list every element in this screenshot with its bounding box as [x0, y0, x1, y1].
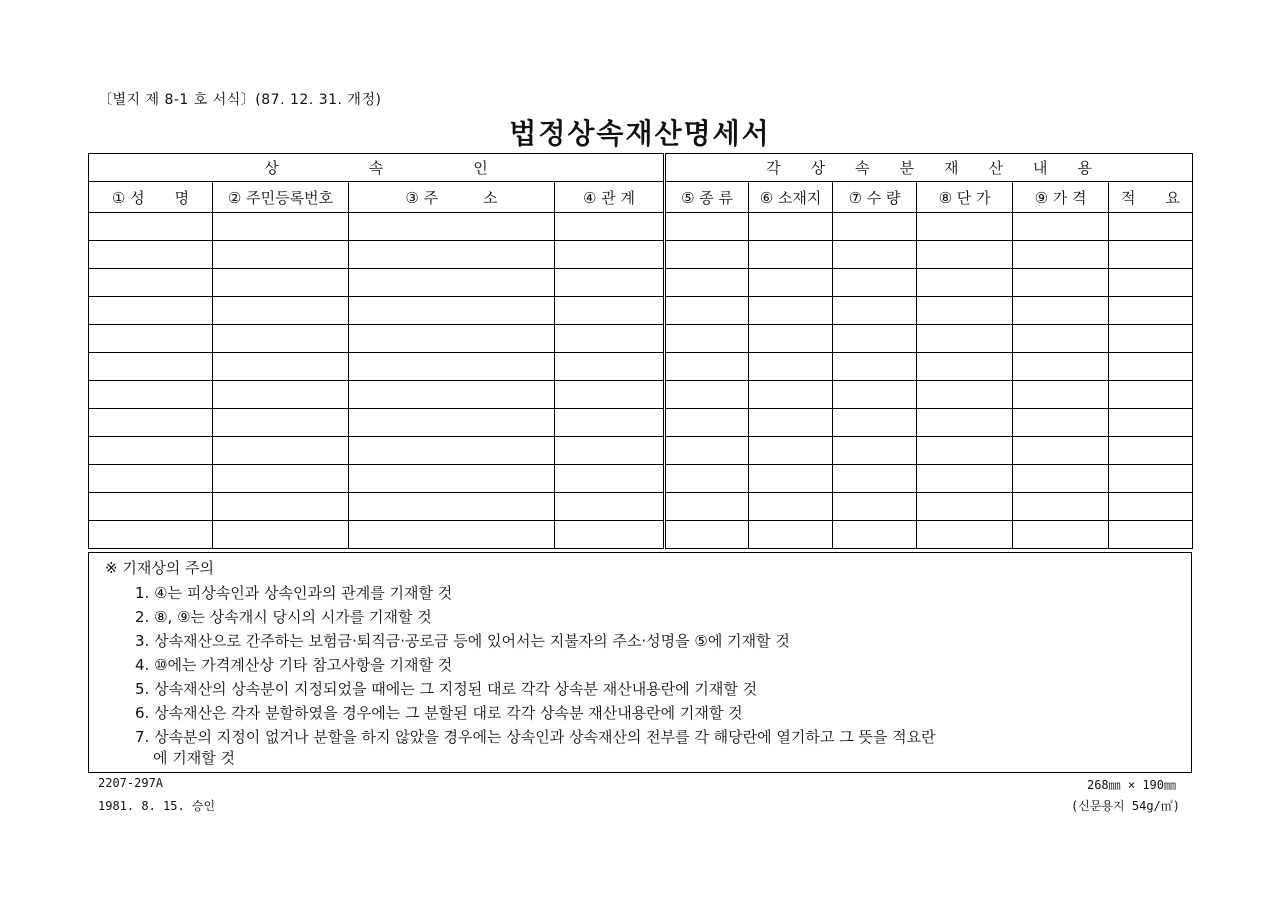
entry-cell[interactable] — [917, 269, 1013, 297]
table-row — [89, 213, 1193, 241]
entry-cell[interactable] — [749, 409, 833, 437]
estate-table — [88, 153, 1193, 549]
entry-cell[interactable] — [833, 353, 917, 381]
note-item: 3. 상속재산으로 간주하는 보험금·퇴직금·공로금 등에 있어서는 지불자의 주소·성명을 ⑤에 기재할 것 — [135, 632, 790, 650]
property-group-header: 각 상 속 분 재 산 내 용 — [665, 154, 1193, 182]
column-address: ③ 주 소 — [349, 182, 555, 213]
entry-cell[interactable] — [665, 325, 749, 353]
table-row — [89, 325, 1193, 353]
entry-cell[interactable] — [555, 381, 665, 409]
entry-cell[interactable] — [213, 493, 349, 521]
entry-cell[interactable] — [213, 325, 349, 353]
entry-cell[interactable] — [665, 409, 749, 437]
entry-cell[interactable] — [213, 381, 349, 409]
heirs-group-header: 상 속 인 — [89, 154, 665, 182]
entry-cell[interactable] — [89, 325, 213, 353]
entry-cell[interactable] — [665, 437, 749, 465]
entry-cell[interactable] — [1109, 521, 1193, 549]
entry-cell[interactable] — [555, 325, 665, 353]
entry-cell[interactable] — [89, 521, 213, 549]
entry-cell[interactable] — [555, 297, 665, 325]
entry-cell[interactable] — [555, 213, 665, 241]
column-remarks: 적 요 — [1109, 182, 1193, 213]
entry-cell[interactable] — [917, 465, 1013, 493]
entry-cell[interactable] — [349, 465, 555, 493]
entry-cell[interactable] — [555, 241, 665, 269]
entry-cell[interactable] — [1013, 241, 1109, 269]
entry-cell[interactable] — [749, 213, 833, 241]
table-row — [89, 297, 1193, 325]
column-quantity: ⑦ 수 량 — [833, 182, 917, 213]
column-type: ⑤ 종 류 — [665, 182, 749, 213]
entry-cell[interactable] — [555, 353, 665, 381]
column-name: ① 성 명 — [89, 182, 213, 213]
table-row — [89, 493, 1193, 521]
column-resident-number: ② 주민등록번호 — [213, 182, 349, 213]
entry-cell[interactable] — [1013, 521, 1109, 549]
entry-cell[interactable] — [213, 269, 349, 297]
entry-cell[interactable] — [833, 437, 917, 465]
entry-cell[interactable] — [665, 213, 749, 241]
entry-cell[interactable] — [917, 493, 1013, 521]
approval-date: 1981. 8. 15. 승인 — [98, 799, 216, 813]
entry-cell[interactable] — [213, 297, 349, 325]
entry-cell[interactable] — [917, 297, 1013, 325]
entry-cell[interactable] — [213, 353, 349, 381]
entry-cell[interactable] — [1013, 297, 1109, 325]
paper-type: (신문용지 54g/㎡) — [1071, 799, 1180, 813]
entry-cell[interactable] — [89, 353, 213, 381]
entry-cell[interactable] — [213, 437, 349, 465]
entry-cell[interactable] — [89, 269, 213, 297]
entry-cell[interactable] — [349, 409, 555, 437]
entry-cell[interactable] — [749, 493, 833, 521]
entry-cell[interactable] — [349, 521, 555, 549]
entry-cell[interactable] — [89, 465, 213, 493]
entry-cell[interactable] — [665, 465, 749, 493]
form-title: 법정상속재산명세서 — [509, 117, 771, 150]
entry-cell[interactable] — [1109, 437, 1193, 465]
note-item: 7. 상속분의 지정이 없거나 분할을 하지 않았을 경우에는 상속인과 상속재산의 전부를 각 해당란에 열기하고 그 뜻을 적요란 — [135, 728, 936, 746]
entry-cell[interactable] — [749, 521, 833, 549]
entry-cell[interactable] — [349, 241, 555, 269]
entry-cell[interactable] — [917, 213, 1013, 241]
entry-cell[interactable] — [349, 297, 555, 325]
entry-cell[interactable] — [1013, 409, 1109, 437]
note-item: 6. 상속재산은 각자 분할하였을 경우에는 그 분할된 대로 각각 상속분 재산내용란에 기재할 것 — [135, 704, 743, 722]
column-unit-price: ⑧ 단 가 — [917, 182, 1013, 213]
entry-cell[interactable] — [1013, 325, 1109, 353]
entry-cell[interactable] — [917, 325, 1013, 353]
entry-cell[interactable] — [555, 409, 665, 437]
table-row — [89, 465, 1193, 493]
entry-cell[interactable] — [555, 465, 665, 493]
entry-cell[interactable] — [89, 241, 213, 269]
note-item: 4. ⑩에는 가격계산상 기타 참고사항을 기재할 것 — [135, 656, 453, 674]
entry-cell[interactable] — [749, 381, 833, 409]
entry-cell[interactable] — [833, 269, 917, 297]
entry-cell[interactable] — [833, 465, 917, 493]
entry-cell[interactable] — [749, 465, 833, 493]
note-item-continuation: 에 기재할 것 — [153, 749, 235, 767]
entry-cell[interactable] — [89, 381, 213, 409]
table-row — [89, 381, 1193, 409]
entry-cell[interactable] — [665, 521, 749, 549]
column-location: ⑥ 소재지 — [749, 182, 833, 213]
entry-cell[interactable] — [349, 269, 555, 297]
entry-cell[interactable] — [665, 381, 749, 409]
entry-cell[interactable] — [555, 269, 665, 297]
notes-section — [88, 552, 1192, 773]
entry-cell[interactable] — [833, 409, 917, 437]
note-item: 1. ④는 피상속인과 상속인과의 관계를 기재할 것 — [135, 584, 453, 602]
entry-cell[interactable] — [349, 213, 555, 241]
entry-cell[interactable] — [917, 437, 1013, 465]
entry-cell[interactable] — [555, 493, 665, 521]
entry-cell[interactable] — [89, 409, 213, 437]
entry-cell[interactable] — [89, 297, 213, 325]
entry-cell[interactable] — [89, 493, 213, 521]
entry-cell[interactable] — [917, 381, 1013, 409]
form-code: 2207-297A — [98, 776, 164, 790]
table-row — [89, 437, 1193, 465]
entry-cell[interactable] — [349, 381, 555, 409]
entry-cell[interactable] — [833, 213, 917, 241]
entry-cell[interactable] — [917, 521, 1013, 549]
note-item: 5. 상속재산의 상속분이 지정되었을 때에는 그 지정된 대로 각각 상속분 재산내용란에 기재할 것 — [135, 680, 758, 698]
entry-cell[interactable] — [213, 465, 349, 493]
entry-cell[interactable] — [917, 409, 1013, 437]
entry-cell[interactable] — [349, 493, 555, 521]
entry-cell[interactable] — [749, 241, 833, 269]
entry-cell[interactable] — [917, 353, 1013, 381]
entry-cell[interactable] — [833, 381, 917, 409]
column-price: ⑨ 가 격 — [1013, 182, 1109, 213]
entry-cell[interactable] — [1109, 241, 1193, 269]
entry-cell[interactable] — [833, 325, 917, 353]
entry-cell[interactable] — [665, 241, 749, 269]
entry-cell[interactable] — [749, 269, 833, 297]
table-row — [89, 353, 1193, 381]
entry-cell[interactable] — [1109, 325, 1193, 353]
entry-cell[interactable] — [665, 297, 749, 325]
entry-cell[interactable] — [665, 269, 749, 297]
entry-cell[interactable] — [213, 241, 349, 269]
entry-cell[interactable] — [213, 521, 349, 549]
column-relation: ④ 관 계 — [555, 182, 665, 213]
entry-cell[interactable] — [1109, 493, 1193, 521]
entry-cell[interactable] — [1013, 213, 1109, 241]
entry-cell[interactable] — [1013, 465, 1109, 493]
entry-cell[interactable] — [749, 353, 833, 381]
entry-cell[interactable] — [1013, 269, 1109, 297]
entry-cell[interactable] — [1013, 381, 1109, 409]
entry-cell[interactable] — [1109, 409, 1193, 437]
table-row — [89, 521, 1193, 549]
entry-cell[interactable] — [1013, 493, 1109, 521]
entry-cell[interactable] — [555, 437, 665, 465]
entry-cell[interactable] — [833, 241, 917, 269]
entry-cell[interactable] — [1109, 465, 1193, 493]
entry-cell[interactable] — [213, 213, 349, 241]
entry-cell[interactable] — [1109, 297, 1193, 325]
table-row — [89, 241, 1193, 269]
entry-cell[interactable] — [1109, 353, 1193, 381]
entry-cell[interactable] — [555, 521, 665, 549]
table-row — [89, 409, 1193, 437]
entry-cell[interactable] — [349, 353, 555, 381]
entry-cell[interactable] — [89, 437, 213, 465]
entry-cell[interactable] — [833, 297, 917, 325]
entry-cell[interactable] — [349, 437, 555, 465]
entry-cell[interactable] — [1109, 269, 1193, 297]
entry-cell[interactable] — [1109, 213, 1193, 241]
notes-title: ※ 기재상의 주의 — [105, 559, 215, 577]
entry-cell[interactable] — [1013, 353, 1109, 381]
entry-cell[interactable] — [1013, 437, 1109, 465]
entry-cell[interactable] — [833, 493, 917, 521]
table-row — [89, 269, 1193, 297]
entry-cell[interactable] — [213, 409, 349, 437]
entry-cell[interactable] — [917, 241, 1013, 269]
entry-cell[interactable] — [833, 521, 917, 549]
entry-cell[interactable] — [749, 437, 833, 465]
form-header: 〔별지 제 8-1 호 서식〕(87. 12. 31. 개정) — [98, 92, 382, 108]
entry-cell[interactable] — [749, 297, 833, 325]
paper-size: 268㎜ × 190㎜ — [1086, 778, 1176, 792]
entry-cell[interactable] — [749, 325, 833, 353]
entry-cell[interactable] — [89, 213, 213, 241]
note-item: 2. ⑧, ⑨는 상속개시 당시의 시가를 기재할 것 — [135, 608, 432, 626]
entry-cell[interactable] — [1109, 381, 1193, 409]
entry-cell[interactable] — [665, 493, 749, 521]
entry-cell[interactable] — [665, 353, 749, 381]
entry-cell[interactable] — [349, 325, 555, 353]
